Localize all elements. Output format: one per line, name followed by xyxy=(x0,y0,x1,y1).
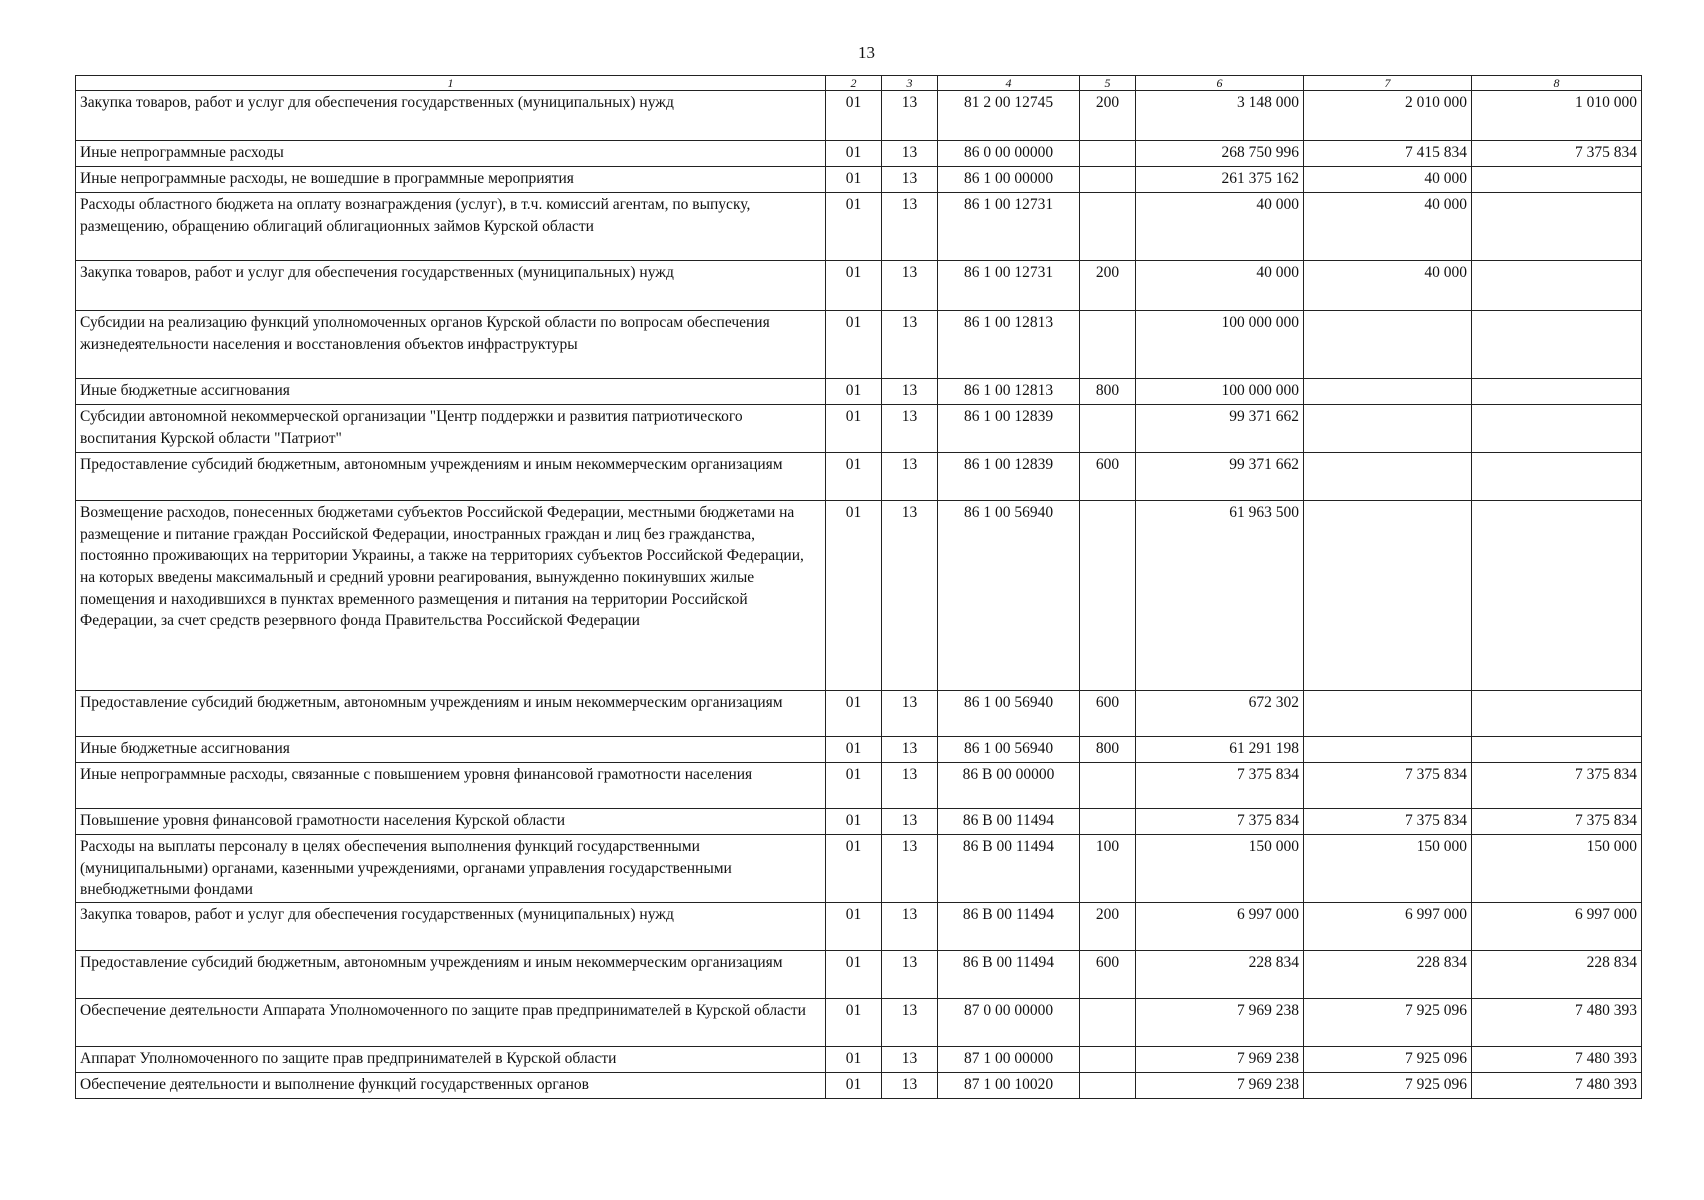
column-number-row xyxy=(76,76,1642,91)
table-row xyxy=(76,91,1642,141)
row-name: Предоставление субсидий бюджетным, автономным учреждениям и иным некоммерческим организациям xyxy=(76,691,826,737)
row-expense-type: 200 xyxy=(1080,903,1136,951)
row-expense-type xyxy=(1080,501,1136,691)
row-name: Расходы областного бюджета на оплату вознаграждения (услуг), в т.ч. комиссий агентам, по выпуску, размещению, обращению облигаций облигационных займов Курской области xyxy=(76,193,826,261)
row-name: Иные непрограммные расходы xyxy=(76,141,826,167)
row-amount-col6: 7 375 834 xyxy=(1136,763,1304,809)
row-section: 01 xyxy=(826,835,882,903)
row-name: Закупка товаров, работ и услуг для обеспечения государственных (муниципальных) нужд xyxy=(76,91,826,141)
row-subsection: 13 xyxy=(882,691,938,737)
table-row xyxy=(76,1047,1642,1073)
row-amount-col7 xyxy=(1304,501,1472,691)
row-target-code: 86 1 00 12731 xyxy=(938,261,1080,311)
row-subsection: 13 xyxy=(882,1073,938,1099)
row-target-code: 81 2 00 12745 xyxy=(938,91,1080,141)
row-expense-type xyxy=(1080,1073,1136,1099)
row-expense-type xyxy=(1080,1047,1136,1073)
row-name: Возмещение расходов, понесенных бюджетами субъектов Российской Федерации, местными бюджетами на размещение и питание граждан Российской Федерации, иностранных граждан и лиц без гражданства, постоянно проживающих на территории Украины, а также на территориях субъектов Российской Федерации, на которых введены максимальный и средний уровни реагирования, вынужденно покинувших жилые помещения и находившихся в пунктах временного размещения и питания на территории Российской Федерации, за счет средств резервного фонда Правительства Российской Федерации xyxy=(76,501,826,691)
row-amount-col6: 40 000 xyxy=(1136,261,1304,311)
row-section: 01 xyxy=(826,501,882,691)
row-subsection: 13 xyxy=(882,951,938,999)
table-row xyxy=(76,1073,1642,1099)
row-target-code: 86 В 00 11494 xyxy=(938,903,1080,951)
row-section: 01 xyxy=(826,261,882,311)
row-section: 01 xyxy=(826,193,882,261)
row-name: Субсидии автономной некоммерческой организации "Центр поддержки и развития патриотического воспитания Курской области "Патриот" xyxy=(76,405,826,453)
row-section: 01 xyxy=(826,405,882,453)
row-amount-col7: 7 925 096 xyxy=(1304,1047,1472,1073)
column-header-6: 6 xyxy=(1136,76,1304,91)
row-amount-col8: 228 834 xyxy=(1472,951,1642,999)
row-amount-col7: 7 925 096 xyxy=(1304,999,1472,1047)
row-name: Повышение уровня финансовой грамотности населения Курской области xyxy=(76,809,826,835)
row-name: Иные бюджетные ассигнования xyxy=(76,737,826,763)
row-amount-col8: 7 375 834 xyxy=(1472,763,1642,809)
row-section: 01 xyxy=(826,379,882,405)
column-header-4: 4 xyxy=(938,76,1080,91)
row-section: 01 xyxy=(826,951,882,999)
row-subsection: 13 xyxy=(882,763,938,809)
row-expense-type: 600 xyxy=(1080,691,1136,737)
row-name: Закупка товаров, работ и услуг для обеспечения государственных (муниципальных) нужд xyxy=(76,261,826,311)
row-target-code: 87 1 00 10020 xyxy=(938,1073,1080,1099)
row-amount-col8 xyxy=(1472,261,1642,311)
row-amount-col8 xyxy=(1472,737,1642,763)
row-amount-col7 xyxy=(1304,691,1472,737)
row-expense-type xyxy=(1080,167,1136,193)
row-amount-col6: 672 302 xyxy=(1136,691,1304,737)
row-amount-col6: 7 375 834 xyxy=(1136,809,1304,835)
row-expense-type: 600 xyxy=(1080,453,1136,501)
row-expense-type xyxy=(1080,141,1136,167)
row-target-code: 86 В 00 00000 xyxy=(938,763,1080,809)
row-amount-col7: 2 010 000 xyxy=(1304,91,1472,141)
row-amount-col7: 40 000 xyxy=(1304,167,1472,193)
column-header-5: 5 xyxy=(1080,76,1136,91)
table-row xyxy=(76,691,1642,737)
row-target-code: 86 0 00 00000 xyxy=(938,141,1080,167)
row-amount-col6: 268 750 996 xyxy=(1136,141,1304,167)
row-amount-col7: 40 000 xyxy=(1304,261,1472,311)
row-amount-col7 xyxy=(1304,453,1472,501)
row-target-code: 86 1 00 12813 xyxy=(938,379,1080,405)
row-target-code: 87 0 00 00000 xyxy=(938,999,1080,1047)
row-amount-col6: 261 375 162 xyxy=(1136,167,1304,193)
row-name: Аппарат Уполномоченного по защите прав предпринимателей в Курской области xyxy=(76,1047,826,1073)
row-name: Иные бюджетные ассигнования xyxy=(76,379,826,405)
row-subsection: 13 xyxy=(882,141,938,167)
row-expense-type xyxy=(1080,193,1136,261)
column-header-8: 8 xyxy=(1472,76,1642,91)
row-target-code: 86 1 00 12813 xyxy=(938,311,1080,379)
row-amount-col6: 61 291 198 xyxy=(1136,737,1304,763)
row-amount-col8 xyxy=(1472,311,1642,379)
table-row xyxy=(76,379,1642,405)
row-amount-col7: 7 375 834 xyxy=(1304,809,1472,835)
row-expense-type: 200 xyxy=(1080,91,1136,141)
row-name: Закупка товаров, работ и услуг для обеспечения государственных (муниципальных) нужд xyxy=(76,903,826,951)
row-name: Субсидии на реализацию функций уполномоченных органов Курской области по вопросам обеспечения жизнедеятельности населения и восстановления объектов инфраструктуры xyxy=(76,311,826,379)
row-amount-col8: 7 375 834 xyxy=(1472,141,1642,167)
row-amount-col7: 228 834 xyxy=(1304,951,1472,999)
table-row xyxy=(76,311,1642,379)
row-target-code: 86 1 00 12731 xyxy=(938,193,1080,261)
row-section: 01 xyxy=(826,167,882,193)
row-name: Расходы на выплаты персоналу в целях обеспечения выполнения функций государственными (муниципальными) органами, казенными учреждениями, органами управления государственными внебюджетными фондами xyxy=(76,835,826,903)
row-amount-col7 xyxy=(1304,379,1472,405)
column-header-2: 2 xyxy=(826,76,882,91)
row-expense-type xyxy=(1080,999,1136,1047)
row-section: 01 xyxy=(826,311,882,379)
column-header-7: 7 xyxy=(1304,76,1472,91)
row-amount-col8 xyxy=(1472,167,1642,193)
row-amount-col8: 7 480 393 xyxy=(1472,999,1642,1047)
row-section: 01 xyxy=(826,453,882,501)
row-subsection: 13 xyxy=(882,379,938,405)
row-amount-col6: 7 969 238 xyxy=(1136,1073,1304,1099)
row-subsection: 13 xyxy=(882,501,938,691)
row-target-code: 86 1 00 56940 xyxy=(938,737,1080,763)
row-section: 01 xyxy=(826,737,882,763)
row-amount-col6: 100 000 000 xyxy=(1136,379,1304,405)
row-section: 01 xyxy=(826,809,882,835)
row-section: 01 xyxy=(826,141,882,167)
row-subsection: 13 xyxy=(882,405,938,453)
row-subsection: 13 xyxy=(882,91,938,141)
row-subsection: 13 xyxy=(882,193,938,261)
row-subsection: 13 xyxy=(882,261,938,311)
table-row xyxy=(76,835,1642,903)
table-row xyxy=(76,141,1642,167)
row-subsection: 13 xyxy=(882,453,938,501)
column-header-3: 3 xyxy=(882,76,938,91)
row-section: 01 xyxy=(826,691,882,737)
row-target-code: 87 1 00 00000 xyxy=(938,1047,1080,1073)
row-amount-col6: 61 963 500 xyxy=(1136,501,1304,691)
row-target-code: 86 1 00 12839 xyxy=(938,405,1080,453)
row-section: 01 xyxy=(826,1073,882,1099)
row-expense-type xyxy=(1080,405,1136,453)
row-subsection: 13 xyxy=(882,835,938,903)
row-name: Обеспечение деятельности Аппарата Уполномоченного по защите прав предпринимателей в Курской области xyxy=(76,999,826,1047)
column-header-1: 1 xyxy=(76,76,826,91)
row-section: 01 xyxy=(826,903,882,951)
table-row xyxy=(76,167,1642,193)
row-target-code: 86 В 00 11494 xyxy=(938,835,1080,903)
row-expense-type xyxy=(1080,809,1136,835)
row-amount-col7: 6 997 000 xyxy=(1304,903,1472,951)
table-row xyxy=(76,809,1642,835)
row-expense-type: 800 xyxy=(1080,379,1136,405)
table-row xyxy=(76,903,1642,951)
row-target-code: 86 1 00 56940 xyxy=(938,501,1080,691)
row-amount-col7: 7 375 834 xyxy=(1304,763,1472,809)
row-amount-col7: 40 000 xyxy=(1304,193,1472,261)
row-section: 01 xyxy=(826,91,882,141)
row-amount-col7: 7 415 834 xyxy=(1304,141,1472,167)
table-row xyxy=(76,951,1642,999)
row-amount-col8 xyxy=(1472,405,1642,453)
page-number: 13 xyxy=(858,43,875,62)
row-amount-col8: 6 997 000 xyxy=(1472,903,1642,951)
row-expense-type: 200 xyxy=(1080,261,1136,311)
row-amount-col8: 150 000 xyxy=(1472,835,1642,903)
row-subsection: 13 xyxy=(882,903,938,951)
row-amount-col8: 7 480 393 xyxy=(1472,1073,1642,1099)
row-amount-col8: 7 375 834 xyxy=(1472,809,1642,835)
table-body xyxy=(76,91,1642,1099)
row-amount-col6: 99 371 662 xyxy=(1136,405,1304,453)
row-name: Иные непрограммные расходы, не вошедшие в программные мероприятия xyxy=(76,167,826,193)
row-amount-col6: 40 000 xyxy=(1136,193,1304,261)
row-amount-col6: 3 148 000 xyxy=(1136,91,1304,141)
row-expense-type: 600 xyxy=(1080,951,1136,999)
row-expense-type: 800 xyxy=(1080,737,1136,763)
table-row xyxy=(76,405,1642,453)
row-subsection: 13 xyxy=(882,999,938,1047)
table-row xyxy=(76,453,1642,501)
row-target-code: 86 1 00 00000 xyxy=(938,167,1080,193)
row-name: Предоставление субсидий бюджетным, автономным учреждениям и иным некоммерческим организациям xyxy=(76,951,826,999)
row-amount-col8 xyxy=(1472,501,1642,691)
row-subsection: 13 xyxy=(882,167,938,193)
row-amount-col7: 150 000 xyxy=(1304,835,1472,903)
row-amount-col6: 100 000 000 xyxy=(1136,311,1304,379)
row-subsection: 13 xyxy=(882,809,938,835)
row-expense-type xyxy=(1080,763,1136,809)
row-section: 01 xyxy=(826,763,882,809)
budget-table xyxy=(75,75,1642,1099)
row-amount-col6: 7 969 238 xyxy=(1136,999,1304,1047)
row-amount-col7 xyxy=(1304,311,1472,379)
row-target-code: 86 В 00 11494 xyxy=(938,951,1080,999)
row-amount-col8 xyxy=(1472,379,1642,405)
row-amount-col6: 7 969 238 xyxy=(1136,1047,1304,1073)
row-expense-type: 100 xyxy=(1080,835,1136,903)
row-target-code: 86 1 00 56940 xyxy=(938,691,1080,737)
row-amount-col8 xyxy=(1472,453,1642,501)
row-amount-col6: 150 000 xyxy=(1136,835,1304,903)
table-row xyxy=(76,763,1642,809)
row-subsection: 13 xyxy=(882,737,938,763)
row-target-code: 86 1 00 12839 xyxy=(938,453,1080,501)
row-section: 01 xyxy=(826,1047,882,1073)
row-amount-col8: 1 010 000 xyxy=(1472,91,1642,141)
row-amount-col6: 99 371 662 xyxy=(1136,453,1304,501)
row-amount-col8 xyxy=(1472,193,1642,261)
row-amount-col7 xyxy=(1304,405,1472,453)
row-amount-col8 xyxy=(1472,691,1642,737)
row-target-code: 86 В 00 11494 xyxy=(938,809,1080,835)
row-name: Обеспечение деятельности и выполнение функций государственных органов xyxy=(76,1073,826,1099)
row-subsection: 13 xyxy=(882,311,938,379)
row-section: 01 xyxy=(826,999,882,1047)
table-row xyxy=(76,999,1642,1047)
row-amount-col7: 7 925 096 xyxy=(1304,1073,1472,1099)
row-amount-col7 xyxy=(1304,737,1472,763)
row-amount-col6: 228 834 xyxy=(1136,951,1304,999)
row-name: Иные непрограммные расходы, связанные с повышением уровня финансовой грамотности населения xyxy=(76,763,826,809)
table-row xyxy=(76,193,1642,261)
row-subsection: 13 xyxy=(882,1047,938,1073)
table-row xyxy=(76,501,1642,691)
row-name: Предоставление субсидий бюджетным, автономным учреждениям и иным некоммерческим организациям xyxy=(76,453,826,501)
row-amount-col6: 6 997 000 xyxy=(1136,903,1304,951)
row-amount-col8: 7 480 393 xyxy=(1472,1047,1642,1073)
table-row xyxy=(76,737,1642,763)
table-row xyxy=(76,261,1642,311)
row-expense-type xyxy=(1080,311,1136,379)
